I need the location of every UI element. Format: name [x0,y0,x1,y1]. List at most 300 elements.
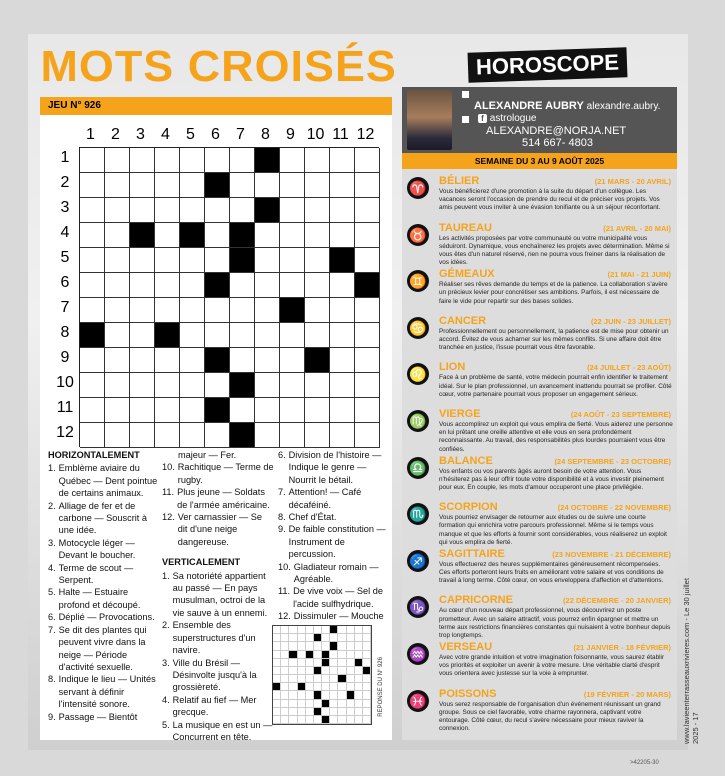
grid-cell[interactable] [80,273,105,298]
mini-cell [314,716,322,724]
grid-cell[interactable] [130,373,155,398]
grid-cell[interactable] [180,323,205,348]
grid-cell[interactable] [280,198,305,223]
astrologer-role-line [478,113,536,124]
clue-text: Ver carnassier — Se dit d'une neige dangereuse. [177,512,263,547]
grid-cell[interactable] [330,198,355,223]
mini-cell [338,683,346,691]
mini-cell [314,642,322,650]
clue-item [278,585,390,610]
black-cell [205,398,230,423]
grid-cell[interactable] [230,323,255,348]
black-cell [230,423,255,448]
clue-text: Déplié — Provocations. [58,612,155,623]
grid-cell[interactable] [305,323,330,348]
vertical-clues-column [278,449,390,635]
mini-cell [314,700,322,708]
mini-cell [355,634,363,642]
grid-cell[interactable] [105,348,130,373]
grid-cell[interactable] [305,198,330,223]
mini-cell [355,716,363,724]
grid-cell[interactable] [180,198,205,223]
grid-cell[interactable] [105,298,130,323]
clue-item [162,449,274,461]
grid-cell[interactable] [180,348,205,373]
sign-dates: (21 AVRIL - 20 MAI) [603,223,671,233]
mini-cell [314,691,322,699]
sign-text: Vos enfants ou vos parents âgés auront besoin de votre attention. Vous n'hésiterez pas à leur offrir toute votre disponibilité et à vous investir pleinement pour eux. En couple, les mots d'amour occuperont une place privilégiée. [439,467,664,491]
sign-dates: (24 AOÛT - 23 SEPTEMBRE) [570,410,671,419]
grid-cell[interactable] [230,398,255,423]
clue-item [162,719,274,744]
grid-cell[interactable] [155,373,180,398]
grid-cell[interactable] [155,398,180,423]
mini-cell [363,634,371,642]
mini-cell [306,675,314,683]
column-number: 9 [286,126,295,143]
sign-dates: (24 OCTOBRE - 22 NOVEMBRE) [557,503,671,513]
grid-cell[interactable] [230,148,255,173]
mini-cell [355,642,363,650]
grid-cell[interactable] [280,398,305,423]
grid-cell[interactable] [80,298,105,323]
grid-cell[interactable] [130,398,155,423]
mini-cell [338,667,346,675]
mini-cell [338,700,346,708]
mini-cell [355,651,363,659]
mini-cell [363,691,371,699]
mini-cell [314,708,322,716]
crossword-panel [40,97,392,740]
mini-cell [355,700,363,708]
grid-cell[interactable] [255,273,280,298]
clue-number [162,449,175,461]
mini-cell [289,675,297,683]
mini-cell [355,675,363,683]
clue-text: Ville du Brésil — Désinvolte jusqu'à la grossièreté. [172,657,257,693]
grid-cell[interactable] [80,223,105,248]
mini-cell [322,716,330,724]
sign-name: VIERGE [439,408,481,420]
row-number: 8 [60,324,70,341]
mini-cell [330,659,338,667]
sign-text: Les activités proposées par votre communauté ou votre municipalité vous séduiront. Dynamique, vous enchaînerez les projets avec détermination. Même si vous êtes d'un naturel réservé, rien ne pourra vous freiner dans la réalisation de vos idées. [439,234,670,267]
horoscope-panel [402,87,677,740]
sign-dates: (19 FÉVRIER - 20 MARS) [583,689,671,699]
grid-cell[interactable] [105,323,130,348]
grid-cell[interactable] [180,423,205,448]
mini-cell [298,691,306,699]
grid-cell[interactable] [180,273,205,298]
grid-cell[interactable] [255,248,280,273]
grid-cell[interactable] [105,173,130,198]
grid-cell[interactable] [155,273,180,298]
grid-cell[interactable] [205,298,230,323]
sign-text: Professionnellement ou personnellement, la patience est de mise pour obtenir un accord. Évitez de vous acharner sur les mêmes conflits. Si une affaire doit être tranchée en justice, l'issue pourrait vous être favorable. [439,327,669,352]
clue-item [162,694,274,719]
sign-text: Avec votre grande intuition et votre imagination foisonnante, vous saurez établir vos priorités et exploiter un avenir à votre mesure. Une véritable clarté d'esprit vous orientera avec justesse sur la voie à emprunter. [439,654,665,678]
mini-cell [338,691,346,699]
grid-cell[interactable] [355,373,380,398]
black-cell [280,298,305,323]
mini-cell [363,683,371,691]
grid-cell[interactable] [255,348,280,373]
grid-cell[interactable] [280,148,305,173]
clue-item [162,619,274,656]
grid-cell[interactable] [155,223,180,248]
mini-cell [289,659,297,667]
mini-cell [281,716,289,724]
grid-cell[interactable] [280,173,305,198]
grid-cell[interactable] [80,348,105,373]
mini-cell [338,634,346,642]
grid-cell[interactable] [355,298,380,323]
mini-cell [363,642,371,650]
sign-text: Vous bénéficierez d'une promotion à la suite du départ d'un collègue. Les vacances seront l'occasion de prendre du recul et de préciser vos projets. Vos amis peuvent vous inviter à une évasion tonifiante ou à un séjour réconfortant. [439,188,661,212]
grid-cell[interactable] [255,223,280,248]
mini-cell [273,691,281,699]
grid-cell[interactable] [255,423,280,448]
black-cell [305,348,330,373]
mini-cell [347,667,355,675]
grid-cell[interactable] [330,373,355,398]
black-cell [205,348,230,373]
clue-item [48,500,158,537]
clue-text: Ensemble des superstructures d'un navire. [172,620,256,656]
mini-cell [289,667,297,675]
grid-cell[interactable] [280,248,305,273]
grid-cell[interactable] [205,198,230,223]
grid-cell[interactable] [105,273,130,298]
grid-cell[interactable] [205,323,230,348]
grid-cell[interactable] [205,423,230,448]
grid-cell[interactable] [355,423,380,448]
grid-cell[interactable] [305,373,330,398]
grid-cell[interactable] [305,248,330,273]
sign-dates: (24 SEPTEMBRE - 23 OCTOBRE) [554,456,671,466]
mini-cell [347,716,355,724]
grid-cell[interactable] [330,148,355,173]
mixed-clues-column [162,449,274,743]
grid-cell[interactable] [105,398,130,423]
grid-cell[interactable] [305,223,330,248]
footer-code: >42205-30 [630,760,659,766]
grid-cell[interactable] [155,298,180,323]
sign-dates: (23 NOVEMBRE - 21 DÉCEMBRE) [552,549,671,559]
clue-item [48,586,158,611]
clue-item [48,624,158,674]
clue-text: Sa notoriété appartient au passé — En pays musulman, octroi de la vie sauve à un ennemi. [172,570,268,618]
grid-cell[interactable] [305,298,330,323]
horizontal-title: HORIZONTALEMENT [48,450,140,460]
grid-cell[interactable] [305,423,330,448]
grid-cell[interactable] [130,173,155,198]
grid-cell[interactable] [155,423,180,448]
grid-cell[interactable] [205,223,230,248]
grid-cell[interactable] [330,398,355,423]
mini-cell [273,642,281,650]
mini-cell [306,691,314,699]
grid-cell[interactable] [255,173,280,198]
astrologer-name-line [474,100,660,112]
clue-number: 6. [278,450,286,460]
zodiac-icon: ♒ [407,643,429,665]
zodiac-icon: ♉ [407,224,429,246]
grid-cell[interactable] [355,173,380,198]
column-number: 3 [136,126,145,143]
grid-cell[interactable] [280,323,305,348]
sign-name: BALANCE [439,454,493,467]
mini-cell [347,683,355,691]
mini-cell [363,651,371,659]
clue-item [278,511,390,523]
clue-number: 4. [162,694,170,705]
grid-cell[interactable] [105,373,130,398]
grid-cell[interactable] [105,148,130,173]
column-number: 6 [211,126,220,143]
grid-cell[interactable] [355,323,380,348]
clue-number: 9. [48,711,56,722]
grid-cell[interactable] [205,148,230,173]
grid-cell[interactable] [155,248,180,273]
mini-cell [273,683,281,691]
clue-number: 12. [162,512,175,523]
mini-cell [306,700,314,708]
grid-cell[interactable] [305,173,330,198]
clue-number: 7. [48,624,56,635]
column-number: 7 [236,126,245,143]
grid-cell[interactable] [180,398,205,423]
clue-item [162,486,274,511]
grid-cell[interactable] [355,398,380,423]
mini-cell [363,659,371,667]
mini-cell [298,675,306,683]
mini-cell [322,634,330,642]
mini-cell [330,642,338,650]
grid-cell[interactable] [155,198,180,223]
grid-cell[interactable] [355,148,380,173]
grid-cell[interactable] [105,423,130,448]
zodiac-icon: ♊ [407,270,429,292]
astrologer-header [402,87,677,153]
grid-cell[interactable] [180,248,205,273]
clue-number: 9. [278,524,286,535]
mini-cell [355,667,363,675]
grid-cell[interactable] [230,273,255,298]
mini-cell [355,683,363,691]
grid-cell[interactable] [330,223,355,248]
clue-text: Attention! — Café décaféiné. [288,487,362,510]
clue-text: Dissimuler — Mouche [293,611,384,622]
grid-cell[interactable] [180,298,205,323]
clue-number: 8. [278,512,286,523]
zodiac-icon: ♈ [407,177,429,199]
mini-cell [281,634,289,642]
zodiac-icon: ♎ [407,457,429,479]
grid-cell[interactable] [330,348,355,373]
grid-cell[interactable] [355,348,380,373]
zodiac-icon: ♋ [407,317,429,339]
astrologer-role: astrologue [489,113,537,124]
mini-cell [281,667,289,675]
mini-cell [338,626,346,634]
mini-cell [273,667,281,675]
grid-cell[interactable] [105,223,130,248]
astrologer-handle: alexandre.aubry. [586,101,661,112]
mini-cell [322,708,330,716]
grid-cell[interactable] [130,348,155,373]
grid-cell[interactable] [255,373,280,398]
grid-cell[interactable] [330,298,355,323]
answer-mini-grid [272,625,372,725]
mini-cell [322,667,330,675]
grid-cell[interactable] [130,273,155,298]
mini-cell [289,708,297,716]
grid-cell[interactable] [130,198,155,223]
mini-cell [306,659,314,667]
clue-text: Passage — Bientôt [58,711,138,722]
mini-cell [338,708,346,716]
zodiac-icon: ♌ [407,363,429,385]
black-cell [330,248,355,273]
grid-cell[interactable] [280,373,305,398]
clue-number: 3. [162,657,170,668]
grid-cell[interactable] [205,373,230,398]
black-cell [230,248,255,273]
sign-name: TAUREAU [439,221,492,234]
clue-item [48,673,158,710]
clue-number: 5. [48,587,56,598]
clue-number: 2. [162,620,170,631]
grid-cell[interactable] [280,273,305,298]
grid-cell[interactable] [130,248,155,273]
grid-cell[interactable] [280,223,305,248]
grid-cell[interactable] [105,248,130,273]
answer-label: RÉPONSE DU N° 926 [378,657,384,717]
mini-cell [273,659,281,667]
mini-cell [363,675,371,683]
grid-cell[interactable] [80,148,105,173]
clue-text: Gladiateur romain — Agréable. [293,561,379,585]
grid-cell[interactable] [180,373,205,398]
grid-cell[interactable] [130,298,155,323]
mini-cell [306,642,314,650]
grid-cell[interactable] [80,173,105,198]
sign-text: Vous serez responsable de l'organisation d'un événement réunissant un grand groupe. Sous ce ciel favorable, votre charme rayonnera, captivant votre entourage. Côté cœur, du recul s'avère nécessaire pour mieux raviver la connexion. [439,700,661,733]
sign-dates: (21 MAI - 21 JUIN) [607,270,671,280]
grid-cell[interactable] [255,323,280,348]
sign-text: Au cœur d'un nouveau départ professionnel, vous découvrirez un poste prometteur. Avec un salaire attractif, vous pourrez enfin épargner et mettre un terme aux restrictions financières constantes qui nuisaient à votre bonheur depuis trop longtemps. [439,607,671,639]
clue-text: Halte — Estuaire profond et découpé. [58,587,141,610]
grid-cell[interactable] [130,323,155,348]
horizontal-clues-column [48,449,158,723]
clue-number: 1. [48,463,56,474]
mini-cell [338,642,346,650]
grid-cell[interactable] [355,223,380,248]
grid-cell[interactable] [80,198,105,223]
grid-cell[interactable] [305,273,330,298]
clue-number: 6. [48,612,56,623]
grid-cell[interactable] [355,198,380,223]
grid-cell[interactable] [305,148,330,173]
clue-number: 2. [48,500,56,511]
sign-name: SCORPION [439,501,498,514]
mini-cell [347,642,355,650]
mini-cell [298,708,306,716]
row-number: 3 [60,199,70,216]
clue-number: 11. [162,487,175,498]
zodiac-icon: ♐ [407,550,429,572]
mini-cell [281,700,289,708]
black-cell [255,148,280,173]
clue-text: Se dit des plantes qui peuvent vivre dans la neige — Période d'activité sexuelle. [58,624,147,672]
grid-cell[interactable] [255,398,280,423]
sign-dates: (21 JANVIER - 18 FÉVRIER) [573,643,671,652]
grid-cell[interactable] [80,423,105,448]
row-number: 9 [60,349,70,366]
clue-item [278,561,390,586]
grid-cell[interactable] [205,248,230,273]
grid-cell[interactable] [330,173,355,198]
mini-cell [347,626,355,634]
grid-cell[interactable] [255,298,280,323]
grid-cell[interactable] [130,148,155,173]
mini-cell [273,626,281,634]
mini-cell [289,700,297,708]
grid-cell[interactable] [105,198,130,223]
mini-cell [330,634,338,642]
grid-cell[interactable] [180,173,205,198]
grid-cell[interactable] [80,398,105,423]
grid-cell[interactable] [355,248,380,273]
sign-name: POISSONS [439,687,497,700]
grid-cell[interactable] [130,423,155,448]
grid-cell[interactable] [280,348,305,373]
grid-cell[interactable] [280,423,305,448]
sign-name: SAGITTAIRE [439,547,505,560]
grid-cell[interactable] [230,298,255,323]
grid-cell[interactable] [305,398,330,423]
black-cell [205,173,230,198]
grid-cell[interactable] [330,273,355,298]
grid-cell[interactable] [80,248,105,273]
column-number: 11 [332,126,349,143]
grid-cell[interactable] [230,348,255,373]
grid-cell[interactable] [230,198,255,223]
mini-cell [330,675,338,683]
mini-cell [273,651,281,659]
mini-cell [306,626,314,634]
sign-text: Vous accomplirez un exploit qui vous emplira de fierté. Vous aiderez une personne en lui prêtant une oreille attentive et elle vous en sera profondément reconnaissante. Au travail, des responsabilités plus lourdes pourraient vous être confiées. [439,421,673,453]
clue-item [162,570,274,620]
mini-cell [347,700,355,708]
grid-cell[interactable] [230,173,255,198]
grid-cell[interactable] [155,148,180,173]
mini-cell [289,642,297,650]
column-number: 12 [356,126,375,143]
grid-cell[interactable] [80,373,105,398]
grid-cell[interactable] [180,148,205,173]
mini-cell [347,708,355,716]
mini-cell [355,708,363,716]
grid-cell[interactable] [330,423,355,448]
mini-cell [289,716,297,724]
grid-cell[interactable] [155,348,180,373]
grid-cell[interactable] [155,173,180,198]
mini-cell [298,659,306,667]
clue-text: Alliage de fer et de carbone — Souscrit à une idée. [58,500,148,536]
grid-cell[interactable] [330,323,355,348]
